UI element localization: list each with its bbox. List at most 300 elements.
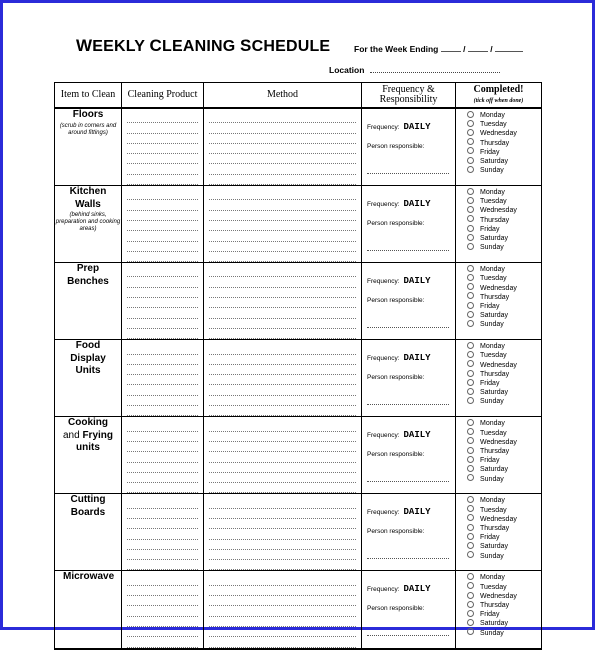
day-label: Friday [480,148,500,156]
write-in-line[interactable] [127,540,198,550]
day-checkbox-item[interactable] [467,166,541,175]
circle-checkbox-icon[interactable] [467,302,474,309]
circle-checkbox-icon[interactable] [467,542,474,549]
day-label: Friday [480,225,500,233]
person-responsible-label: Person responsible: [367,297,425,305]
write-in-line[interactable] [127,385,198,395]
day-label: Saturday [480,389,509,397]
header-frequency-responsibility: Frequency & Responsibility [362,83,456,109]
day-label: Monday [480,497,505,505]
frequency-cell [362,417,456,494]
write-in-line[interactable] [127,432,198,442]
completed-cell [456,494,542,571]
write-in-line[interactable] [127,277,198,287]
day-checkbox-item[interactable] [467,302,541,311]
day-label: Sunday [480,167,504,175]
circle-checkbox-icon[interactable] [467,474,474,481]
week-year-blank[interactable] [495,42,523,52]
write-in-line[interactable] [127,319,198,329]
write-in-line[interactable] [209,560,356,570]
circle-checkbox-icon[interactable] [467,370,474,377]
day-label: Friday [480,457,500,465]
write-in-line[interactable] [209,329,356,339]
person-responsible-blank[interactable] [367,481,449,482]
day-checkbox-item[interactable] [467,351,541,360]
write-in-line[interactable] [127,406,198,416]
write-in-line[interactable] [209,221,356,231]
table-row [55,340,542,417]
write-in-line[interactable] [209,242,356,252]
write-in-line[interactable] [209,288,356,298]
circle-checkbox-icon[interactable] [467,573,474,580]
day-checkbox-item[interactable] [467,157,541,166]
table-row [55,108,542,186]
write-in-line[interactable] [127,509,198,519]
circle-checkbox-icon[interactable] [467,601,474,608]
write-in-line[interactable] [127,154,198,164]
write-in-line[interactable] [209,540,356,550]
day-checkbox-item[interactable] [467,274,541,283]
write-in-line[interactable] [127,519,198,529]
item-to-clean-cell [55,571,122,649]
circle-checkbox-icon[interactable] [467,456,474,463]
day-checkbox-item[interactable] [467,419,541,428]
circle-checkbox-icon[interactable] [467,619,474,626]
write-in-line[interactable] [209,113,356,123]
table-row [55,417,542,494]
day-label: Monday [480,266,505,274]
write-in-line[interactable] [127,211,198,221]
person-responsible-blank[interactable] [367,250,449,251]
write-in-line[interactable] [127,298,198,308]
write-in-line[interactable] [209,396,356,406]
day-checkbox-item[interactable] [467,342,541,351]
item-to-clean-cell [55,186,122,263]
day-checkbox-item[interactable] [467,583,541,592]
item-name-part: Cooking [68,417,108,429]
write-in-line[interactable] [209,277,356,287]
write-in-line[interactable] [127,483,198,493]
completed-cell [456,263,542,340]
write-in-line[interactable] [209,606,356,616]
circle-checkbox-icon[interactable] [467,388,474,395]
day-checkbox-item[interactable] [467,475,541,484]
circle-checkbox-icon[interactable] [467,234,474,241]
method-cell[interactable] [204,417,362,494]
write-in-line[interactable] [209,452,356,462]
circle-checkbox-icon[interactable] [467,138,474,145]
day-checkbox-item[interactable] [467,552,541,561]
frequency-label: Frequency: [367,201,400,209]
circle-checkbox-icon[interactable] [467,292,474,299]
frequency-value: DAILY [403,353,431,364]
circle-checkbox-icon[interactable] [467,120,474,127]
circle-checkbox-icon[interactable] [467,582,474,589]
day-checkbox-item[interactable] [467,465,541,474]
write-in-line[interactable] [127,627,198,637]
circle-checkbox-icon[interactable] [467,524,474,531]
method-cell[interactable] [204,263,362,340]
day-checkbox-item[interactable] [467,456,541,465]
circle-checkbox-icon[interactable] [467,147,474,154]
day-checkbox-item[interactable] [467,496,541,505]
day-checkbox-item[interactable] [467,524,541,533]
circle-checkbox-icon[interactable] [467,505,474,512]
day-label: Tuesday [480,429,507,437]
circle-checkbox-icon[interactable] [467,283,474,290]
table-header-row [55,83,542,109]
write-in-line[interactable] [127,452,198,462]
circle-checkbox-icon[interactable] [467,628,474,635]
circle-checkbox-icon[interactable] [467,428,474,435]
write-in-line[interactable] [209,164,356,174]
day-label: Thursday [480,525,510,532]
method-cell[interactable] [204,186,362,263]
write-in-line[interactable] [209,144,356,154]
cleaning-product-cell[interactable] [122,108,204,186]
write-in-line[interactable] [127,442,198,452]
circle-checkbox-icon[interactable] [467,243,474,250]
day-checkbox-item[interactable] [467,388,541,397]
write-in-line[interactable] [209,529,356,539]
day-label: Thursday [480,447,510,455]
day-checkbox-item[interactable] [467,311,541,320]
page-title: WEEKLY CLEANING SCHEDULE [76,36,331,55]
write-in-line[interactable] [127,617,198,627]
circle-checkbox-icon[interactable] [467,129,474,136]
day-checkbox-item[interactable] [467,506,541,515]
header-item-to-clean: Item to Clean [55,83,122,109]
day-checkbox-item[interactable] [467,573,541,582]
write-in-line[interactable] [209,308,356,318]
day-label: Wednesday [480,592,517,600]
day-checkbox-item[interactable] [467,610,541,619]
circle-checkbox-icon[interactable] [467,157,474,164]
write-in-line[interactable] [127,242,198,252]
day-checkbox-item[interactable] [467,225,541,234]
write-in-line[interactable] [127,463,198,473]
day-checkbox-item[interactable] [467,361,541,370]
day-checkbox-item[interactable] [467,370,541,379]
method-cell[interactable] [204,108,362,186]
write-in-line[interactable] [209,627,356,637]
day-checkbox-item[interactable] [467,592,541,601]
header-completed: Completed! (tick off when done) [456,83,542,109]
write-in-line[interactable] [127,113,198,123]
write-in-line[interactable] [209,637,356,647]
write-in-line[interactable] [209,406,356,416]
write-in-line[interactable] [209,432,356,442]
write-in-line[interactable] [209,519,356,529]
day-label: Sunday [480,475,504,483]
day-label: Saturday [480,312,509,320]
header-cleaning-product: Cleaning Product [122,83,204,109]
write-in-line[interactable] [127,221,198,231]
circle-checkbox-icon[interactable] [467,437,474,444]
item-name-part: units [76,442,100,454]
circle-checkbox-icon[interactable] [467,533,474,540]
completed-cell [456,417,542,494]
table-row [55,263,542,340]
day-label: Friday [480,302,500,310]
day-label: Friday [480,611,500,619]
write-in-line[interactable] [127,575,198,585]
frequency-label: Frequency: [367,586,400,594]
write-in-line[interactable] [209,200,356,210]
item-to-clean-cell [55,340,122,417]
day-label: Thursday [480,602,510,610]
write-in-line[interactable] [209,463,356,473]
frequency-label: Frequency: [367,509,400,517]
day-checkbox-item[interactable] [467,515,541,524]
day-checkbox-item[interactable] [467,265,541,274]
day-checkbox-item[interactable] [467,629,541,638]
circle-checkbox-icon[interactable] [467,320,474,327]
day-label: Monday [480,112,505,119]
day-checkbox-item[interactable] [467,429,541,438]
person-responsible-blank[interactable] [367,635,449,636]
circle-checkbox-icon[interactable] [467,206,474,213]
write-in-line[interactable] [127,288,198,298]
write-in-line[interactable] [127,231,198,241]
day-label: Monday [480,343,505,351]
write-in-line[interactable] [127,329,198,339]
write-in-line[interactable] [127,190,198,200]
write-in-line[interactable] [127,473,198,483]
write-in-line[interactable] [209,509,356,519]
item-name: Food Display Units [70,340,106,377]
day-label: Monday [480,574,505,582]
person-responsible-blank[interactable] [367,404,449,405]
write-in-line[interactable] [209,385,356,395]
day-checkbox-item[interactable] [467,284,541,293]
write-in-line[interactable] [127,164,198,174]
write-in-line[interactable] [209,483,356,493]
circle-checkbox-icon[interactable] [467,166,474,173]
write-in-line[interactable] [127,252,198,262]
person-responsible-blank[interactable] [367,558,449,559]
write-in-line[interactable] [209,550,356,560]
week-ending-field [354,42,523,54]
day-label: Tuesday [480,583,507,591]
frequency-value: DAILY [403,507,431,518]
day-checkbox-item[interactable] [467,216,541,225]
person-responsible-label: Person responsible: [367,143,425,150]
write-in-line[interactable] [209,123,356,133]
circle-checkbox-icon[interactable] [467,197,474,204]
frequency-value: DAILY [403,430,431,441]
cleaning-product-cell[interactable] [122,494,204,571]
date-separator: / [463,44,466,54]
day-checkbox-item[interactable] [467,619,541,628]
person-responsible-label: Person responsible: [367,605,425,613]
item-to-clean-cell [55,494,122,571]
write-in-line[interactable] [209,575,356,585]
week-month-blank[interactable] [468,42,488,52]
circle-checkbox-icon[interactable] [467,397,474,404]
write-in-line[interactable] [127,134,198,144]
frequency-label: Frequency: [367,278,400,286]
write-in-line[interactable] [127,123,198,133]
cleaning-product-cell[interactable] [122,340,204,417]
day-label: Wednesday [480,438,517,446]
circle-checkbox-icon[interactable] [467,351,474,358]
day-label: Saturday [480,235,509,243]
day-label: Sunday [480,244,504,252]
person-responsible-label: Person responsible: [367,451,425,459]
day-label: Sunday [480,398,504,406]
write-in-line[interactable] [127,637,198,647]
circle-checkbox-icon[interactable] [467,111,474,118]
write-in-line[interactable] [209,586,356,596]
day-label: Tuesday [480,352,507,360]
day-checkbox-item[interactable] [467,120,541,129]
method-cell[interactable] [204,340,362,417]
day-checkbox-item[interactable] [467,234,541,243]
write-in-line[interactable] [127,365,198,375]
frequency-value: DAILY [403,199,431,210]
write-in-line[interactable] [209,365,356,375]
write-in-line[interactable] [127,498,198,508]
write-in-line[interactable] [209,211,356,221]
cleaning-product-cell[interactable] [122,571,204,649]
write-in-line[interactable] [127,529,198,539]
cleaning-schedule-table [54,82,542,650]
write-in-line[interactable] [209,473,356,483]
write-in-line[interactable] [209,617,356,627]
circle-checkbox-icon[interactable] [467,447,474,454]
write-in-line[interactable] [127,586,198,596]
person-responsible-label: Person responsible: [367,528,425,536]
day-label: Sunday [480,552,504,560]
completed-cell [456,571,542,649]
write-in-line[interactable] [209,190,356,200]
circle-checkbox-icon[interactable] [467,514,474,521]
table-row [55,186,542,263]
day-label: Sunday [480,321,504,329]
write-in-line[interactable] [127,200,198,210]
write-in-line[interactable] [127,355,198,365]
write-in-line[interactable] [209,231,356,241]
write-in-line[interactable] [209,267,356,277]
write-in-line[interactable] [209,319,356,329]
write-in-line[interactable] [209,298,356,308]
write-in-line[interactable] [127,560,198,570]
day-checkbox-item[interactable] [467,379,541,388]
cleaning-product-cell[interactable] [122,186,204,263]
day-label: Wednesday [480,130,517,138]
method-cell[interactable] [204,571,362,649]
day-checkbox-item[interactable] [467,542,541,551]
day-checkbox-item[interactable] [467,139,541,148]
write-in-line[interactable] [127,175,198,185]
cleaning-product-cell[interactable] [122,263,204,340]
circle-checkbox-icon[interactable] [467,379,474,386]
circle-checkbox-icon[interactable] [467,215,474,222]
day-checkbox-item[interactable] [467,206,541,215]
write-in-line[interactable] [127,267,198,277]
location-blank[interactable] [370,63,500,73]
day-checkbox-item[interactable] [467,447,541,456]
day-label: Thursday [480,370,510,378]
item-note: (behind sinks, preparation and cooking areas) [55,212,121,233]
day-label: Saturday [480,543,509,551]
day-checkbox-item[interactable] [467,188,541,197]
frequency-cell [362,263,456,340]
circle-checkbox-icon[interactable] [467,188,474,195]
write-in-line[interactable] [209,355,356,365]
day-checkbox-item[interactable] [467,320,541,329]
circle-checkbox-icon[interactable] [467,274,474,281]
write-in-line[interactable] [209,175,356,185]
day-label: Saturday [480,158,509,166]
write-in-line[interactable] [209,375,356,385]
write-in-line[interactable] [209,498,356,508]
frequency-value: DAILY [403,122,431,132]
write-in-line[interactable] [127,144,198,154]
circle-checkbox-icon[interactable] [467,265,474,272]
day-checkbox-item[interactable] [467,243,541,252]
circle-checkbox-icon[interactable] [467,610,474,617]
circle-checkbox-icon[interactable] [467,551,474,558]
cleaning-product-cell[interactable] [122,417,204,494]
write-in-line[interactable] [127,596,198,606]
person-responsible-blank[interactable] [367,327,449,328]
day-checkbox-item[interactable] [467,601,541,610]
location-label: Location [329,65,365,75]
write-in-line[interactable] [209,252,356,262]
circle-checkbox-icon[interactable] [467,592,474,599]
write-in-line[interactable] [127,550,198,560]
person-responsible-blank[interactable] [367,173,449,174]
circle-checkbox-icon[interactable] [467,225,474,232]
item-to-clean-cell [55,417,122,494]
day-label: Thursday [480,139,510,147]
write-in-line[interactable] [127,344,198,354]
day-checkbox-item[interactable] [467,438,541,447]
day-checkbox-item[interactable] [467,197,541,206]
table-row [55,494,542,571]
circle-checkbox-icon[interactable] [467,360,474,367]
day-checkbox-item[interactable] [467,293,541,302]
write-in-line[interactable] [127,396,198,406]
write-in-line[interactable] [127,375,198,385]
circle-checkbox-icon[interactable] [467,342,474,349]
day-checkbox-item[interactable] [467,533,541,542]
write-in-line[interactable] [127,308,198,318]
circle-checkbox-icon[interactable] [467,496,474,503]
write-in-line[interactable] [209,154,356,164]
circle-checkbox-icon[interactable] [467,465,474,472]
write-in-line[interactable] [127,606,198,616]
write-in-line[interactable] [209,442,356,452]
write-in-line[interactable] [209,344,356,354]
write-in-line[interactable] [127,421,198,431]
item-name: Floors [72,109,104,120]
write-in-line[interactable] [209,134,356,144]
method-cell[interactable] [204,494,362,571]
item-to-clean-cell [55,108,122,186]
week-day-blank[interactable] [441,42,461,52]
circle-checkbox-icon[interactable] [467,419,474,426]
write-in-line[interactable] [209,596,356,606]
day-checkbox-item[interactable] [467,148,541,157]
circle-checkbox-icon[interactable] [467,311,474,318]
write-in-line[interactable] [209,421,356,431]
day-checkbox-item[interactable] [467,111,541,120]
day-checkbox-item[interactable] [467,397,541,406]
day-checkbox-item[interactable] [467,129,541,138]
